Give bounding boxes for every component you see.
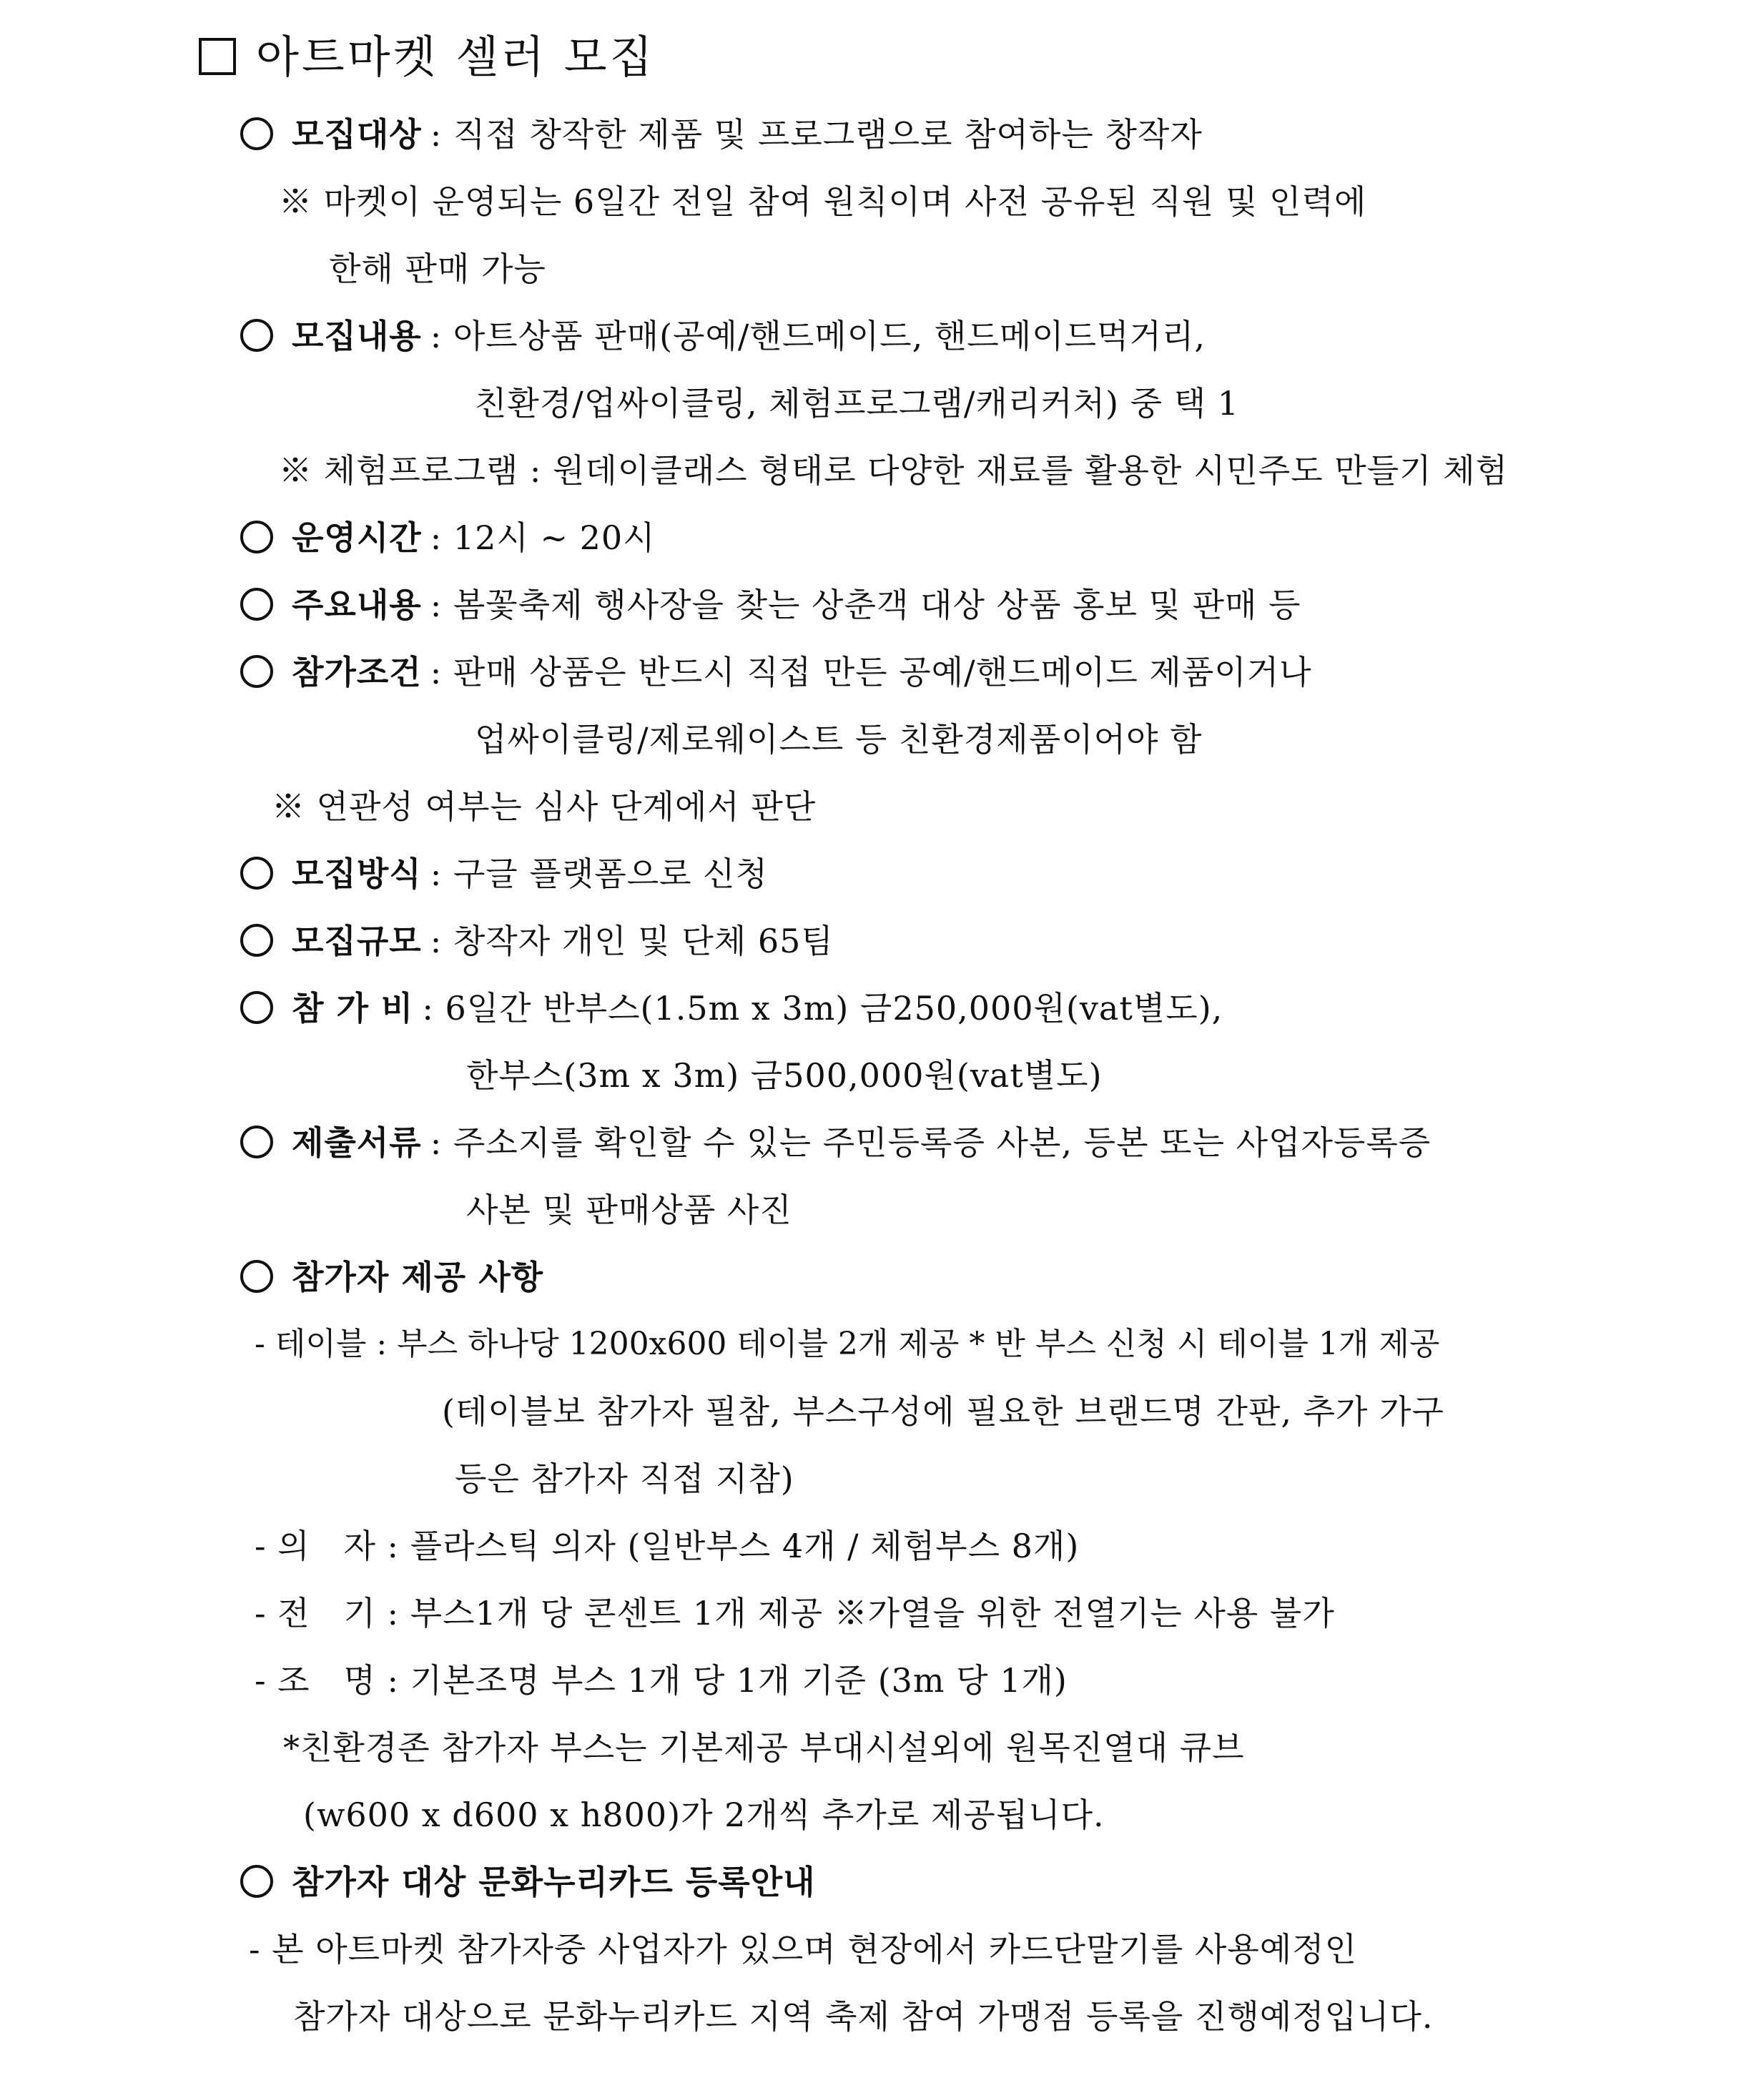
circle-bullet-icon [240,319,273,352]
circle-bullet-icon [240,521,273,553]
item-content [240,315,1206,358]
item-text: : 구글 플랫폼으로 신청 [430,855,769,893]
title-text: 아트마켓 셀러 모집 [256,31,656,83]
item-label: 제출서류 [292,1123,422,1162]
item-documents-cont: 사본 및 판매상품 사진 [466,1191,792,1229]
provided-light: - 조 명 : 기본조명 부스 1개 당 1개 기준 (3m 당 1개) [255,1661,1068,1700]
item-provided [240,1256,543,1299]
circle-bullet-icon [240,857,273,890]
circle-bullet-icon [240,924,273,957]
item-label: 운영시간 [292,518,422,557]
circle-bullet-icon [240,588,273,621]
item-label: 참가자 대상 문화누리카드 등록안내 [292,1863,816,1901]
item-text: : 판매 상품은 반드시 직접 만든 공예/핸드메이드 제품이거나 [430,653,1312,691]
circle-bullet-icon [240,1865,273,1898]
provided-table: - 테이블 : 부스 하나당 1200x600 테이블 2개 제공 * 반 부스 신청 시 테이블 1개 제공 [255,1326,1440,1362]
item-text: : 12시 ~ 20시 [430,518,656,557]
provided-table-cont1: (테이블보 참가자 필참, 부스구성에 필요한 브랜드명 간판, 추가 가구 [442,1392,1444,1431]
item-label: 참가조건 [292,653,422,691]
item-label: 참 가 비 [292,989,414,1028]
item-main [240,583,1301,626]
provided-table-cont2: 등은 참가자 직접 지참) [455,1459,794,1498]
item-label: 모집내용 [292,317,422,355]
item-text: : 봄꽃축제 행사장을 찾는 상춘객 대상 상품 홍보 및 판매 등 [430,586,1301,624]
provided-chair: - 의 자 : 플라스틱 의자 (일반부스 4개 / 체험부스 8개) [255,1527,1080,1565]
item-label: 모집방식 [292,855,422,893]
card-text: - 본 아트마켓 참가자중 사업자가 있으며 현장에서 카드단말기를 사용예정인 [249,1930,1358,1969]
provided-eco-note-cont: (w600 x d600 x h800)가 2개씩 추가로 제공됩니다. [303,1796,1105,1834]
item-text: : 6일간 반부스(1.5m x 3m) 금250,000원(vat별도), [422,989,1223,1028]
note-content: ※ 체험프로그램 : 원데이클래스 형태로 다양한 재료를 활용한 시민주도 만들기 체험 [279,451,1509,490]
item-label: 모집대상 [292,115,422,154]
circle-bullet-icon [240,1260,273,1293]
item-method [240,852,768,895]
provided-power: - 전 기 : 부스1개 당 콘센트 1개 제공 ※가열을 위한 전열기는 사용 불가 [255,1594,1335,1633]
item-text: : 창작자 개인 및 단체 65팀 [430,922,834,960]
note-conditions: ※ 연관성 여부는 심사 단계에서 판단 [272,787,817,826]
item-conditions-cont: 업싸이클링/제로웨이스트 등 친환경제품이어야 함 [475,720,1203,759]
item-text: : 직접 창작한 제품 및 프로그램으로 참여하는 창작자 [430,115,1203,154]
item-label: 참가자 제공 사항 [292,1258,544,1296]
checkbox-square-icon [199,38,236,75]
item-content-cont: 친환경/업싸이클링, 체험프로그램/캐리커처) 중 택 1 [475,384,1240,423]
circle-bullet-icon [240,655,273,688]
circle-bullet-icon [240,991,273,1024]
item-hours [240,516,656,559]
item-conditions [240,651,1312,694]
item-card [240,1861,816,1904]
provided-eco-note: *친환경존 참가자 부스는 기본제공 부대시설외에 원목진열대 큐브 [283,1728,1245,1767]
circle-bullet-icon [240,1126,273,1158]
item-fee [240,987,1223,1030]
note-target: ※ 마켓이 운영되는 6일간 전일 참여 원칙이며 사전 공유된 직원 및 인력에 [279,182,1367,221]
item-label: 모집규모 [292,922,422,960]
note-target-cont: 한해 판매 가능 [329,250,546,288]
document-title [199,29,656,86]
item-target [240,113,1203,156]
item-scale [240,920,834,962]
item-documents [240,1121,1431,1164]
card-text-cont: 참가자 대상으로 문화누리카드 지역 축제 참여 가맹점 등록을 진행예정입니다. [293,1997,1434,2036]
item-label: 주요내용 [292,586,422,624]
item-fee-cont: 한부스(3m x 3m) 금500,000원(vat별도) [466,1056,1103,1095]
circle-bullet-icon [240,117,273,150]
item-text: : 주소지를 확인할 수 있는 주민등록증 사본, 등본 또는 사업자등록증 [430,1123,1432,1162]
item-text: : 아트상품 판매(공예/핸드메이드, 핸드메이드먹거리, [430,317,1206,355]
